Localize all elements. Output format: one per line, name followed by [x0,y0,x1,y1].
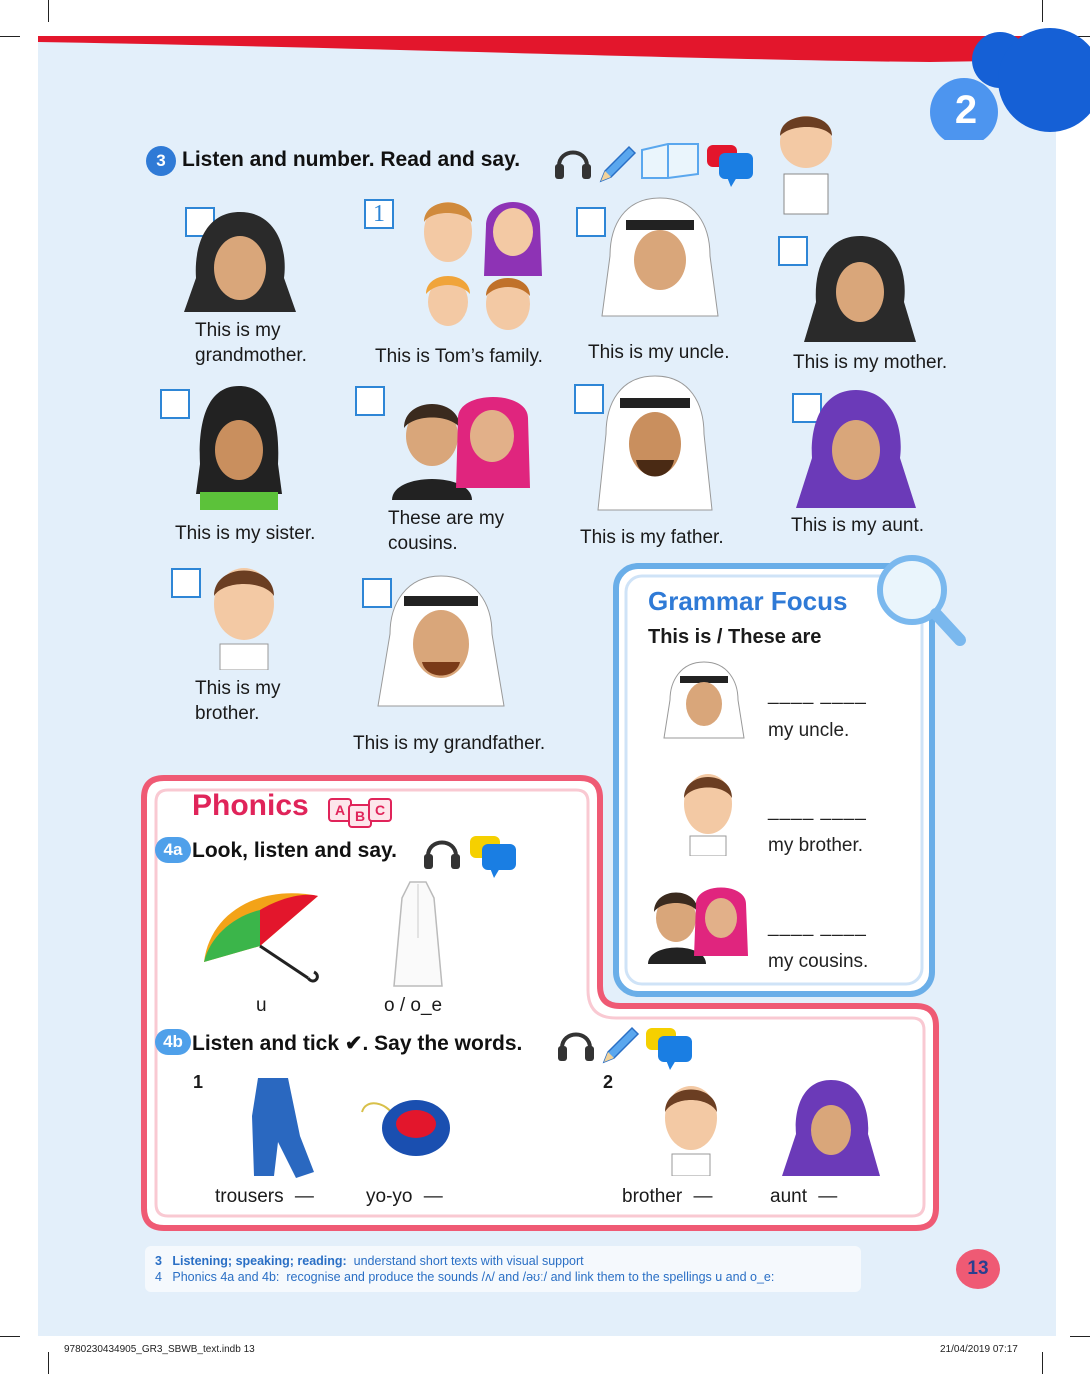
activity-4a-title: Look, listen and say. [192,839,397,862]
caption-brother: This is my brother. [195,678,281,724]
activity-4a-number: 4a [155,837,191,863]
grandmother-illustration [184,208,296,314]
grammar-text-2: my brother. [768,835,864,856]
speech-bubbles-icon [644,1026,694,1070]
speech-bubbles-icon [705,143,755,187]
tick-blank[interactable]: — [818,1186,838,1207]
grammar-blank-2[interactable]: ____ ____ [768,800,867,821]
book-icon [638,140,702,182]
tick-blank[interactable]: — [693,1186,713,1207]
father-illustration [596,374,714,512]
footnote-3 [155,1253,851,1269]
sound-o-oe: o / o_e [384,995,443,1016]
footnote-number: 3 [155,1254,162,1268]
word-text: aunt [770,1186,807,1207]
abc-block: A [328,798,352,822]
robe-illustration [390,878,446,990]
caption-uncle: This is my uncle. [588,342,730,363]
footnote-label: Phonics 4a and 4b: [172,1270,280,1284]
caption-grandmother: This is my grandmother. [195,320,307,366]
word-text: yo-yo [366,1186,413,1207]
headphones-icon [553,140,593,182]
abc-blocks-icon [328,796,392,826]
grammar-focus-title: Grammar Focus [648,586,848,616]
footnote-4 [155,1269,851,1285]
page-number: 13 [956,1249,1000,1289]
activity-4b-title: Listen and tick ✔. Say the words. [192,1032,523,1055]
yoyo-illustration [358,1094,456,1160]
caption-sister: This is my sister. [175,523,316,544]
headphones-icon [422,830,462,872]
boy-mascot-illustration [770,104,842,216]
crop-mark [1042,1352,1043,1374]
word-yoyo [366,1186,443,1208]
caption-aunt: This is my aunt. [791,515,925,536]
crop-mark [1070,1336,1090,1337]
group-2-number: 2 [603,1072,614,1092]
pencil-icon [598,1024,640,1066]
activity-3-number: 3 [146,146,176,176]
footnote-number: 4 [155,1270,162,1284]
word-brother [622,1186,712,1208]
speech-bubbles-icon [468,834,518,878]
activity-4b-number: 4b [155,1029,191,1055]
print-file-info: 9780230434905_GR3_SBWB_text.indb 13 [64,1344,255,1355]
magnifier-icon [870,548,966,648]
brother-illustration [206,558,282,670]
word-text: trousers [215,1186,284,1207]
headphones-icon [556,1022,596,1064]
grammar-text-1: my uncle. [768,720,850,741]
grammar-focus-subtitle: This is / These are [648,626,822,648]
footnote-text: understand short texts with visual support [353,1254,584,1268]
print-date-info: 21/04/2019 07:17 [940,1344,1018,1355]
grammar-text-3: my cousins. [768,951,869,972]
caption-cousins: These are my cousins. [388,508,505,554]
abc-block: C [368,798,392,822]
teacher-footnotes [145,1246,861,1292]
grandfather-illustration [376,574,506,708]
group-1-number: 1 [193,1072,204,1092]
tick-blank[interactable]: — [294,1186,314,1207]
mother-illustration [804,232,916,344]
word-aunt [770,1186,837,1208]
umbrella-illustration [200,882,322,986]
footnote-label: Listening; speaking; reading: [172,1254,347,1268]
cousins-illustration [392,388,532,500]
activity-3-title: Listen and number. Read and say. [182,148,521,171]
aunt-illustration [794,388,918,510]
abc-block: B [348,804,372,828]
grammar-blank-3[interactable]: ____ ____ [768,916,867,937]
sound-u: u [256,995,267,1016]
unit-number: 2 [954,88,978,132]
crop-mark [0,1336,20,1337]
aunt-illustration [780,1078,882,1178]
grammar-blank-1[interactable]: ____ ____ [768,684,867,705]
trousers-illustration [248,1076,316,1180]
phonics-title: Phonics [192,789,309,822]
uncle-illustration [600,196,720,318]
footnote-text: recognise and produce the sounds /ʌ/ and /əʊː/ and link them to the spellings u and o_e: [286,1270,775,1284]
answer-box[interactable] [171,568,201,598]
brother-illustration [658,1076,724,1176]
word-text: brother [622,1186,683,1207]
caption-father: This is my father. [580,527,724,548]
sister-illustration [192,384,286,510]
crop-mark [48,1352,49,1374]
pencil-icon [595,143,637,185]
toms-family-illustration [412,186,558,342]
caption-mother: This is my mother. [793,352,948,373]
caption-grandfather: This is my grandfather. [353,733,546,754]
answer-box[interactable] [160,389,190,419]
tick-blank[interactable]: — [423,1186,443,1207]
word-trousers [215,1186,314,1208]
caption-toms-family: This is Tom’s family. [375,346,543,367]
header-ribbon [0,0,1090,140]
answer-box[interactable] [355,386,385,416]
answer-box[interactable]: 1 [364,199,394,229]
grammar-uncle-illustration [662,660,746,740]
